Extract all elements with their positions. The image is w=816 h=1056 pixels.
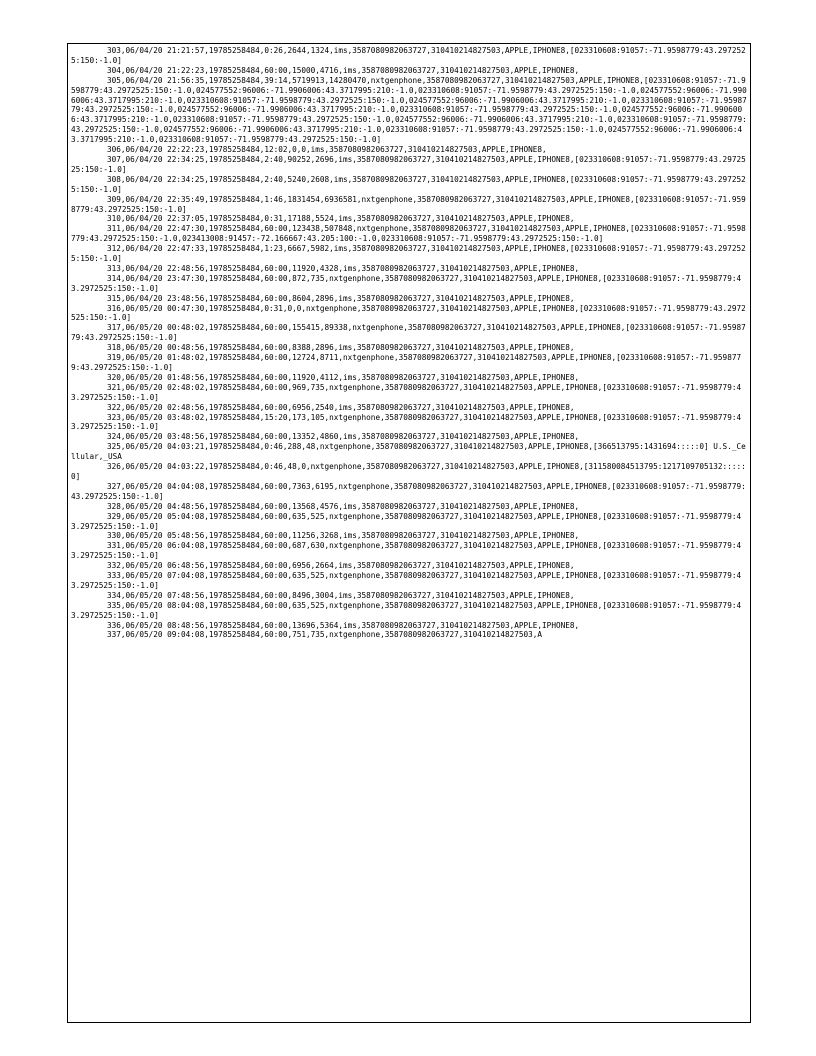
record-line: 306,06/04/20 22:22:23,19785258484,12:02,0,0,ims,3587080982063727,310410214827503,APPLE,IPHONE8,: [107, 145, 547, 155]
record-line: 310,06/04/20 22:37:05,19785258484,0:31,17188,5524,ims,3587080982063727,310410214827503,APPLE,IPHONE8,: [107, 214, 575, 224]
record-line: 326,06/05/20 04:03:22,19785258484,0:46,48,0,nxtgenphone,3587080982063727,310410214827503,APPLE,IPHONE8,[311580084513795:1217109705132:::::0]: [71, 462, 746, 481]
record-line: 325,06/05/20 04:03:21,19785258484,0:46,288,48,nxtgenphone,3587080982063727,310410214827503,APPLE,IPHONE8,[366513795:1431694:::::0] U.S._Cellular,_USA: [71, 442, 746, 462]
record-line: 331,06/05/20 06:04:08,19785258484,60:00,687,630,nxtgenphone,3587080982063727,310410214827503,APPLE,IPHONE8,[023310608:91057:-71.9598779:43.2972525:150:-1.0]: [71, 541, 742, 561]
record-line: 312,06/04/20 22:47:33,19785258484,1:23,6667,5982,ims,3587080982063727,310410214827503,APPLE,IPHONE8,[023310608:91057:-71.9598779:43.2972525:150:-1.0]: [71, 244, 746, 264]
record-line: 327,06/05/20 04:04:08,19785258484,60:00,7363,6195,nxtgenphone,3587080982063727,310410214827503,APPLE,IPHONE8,[023310608:91057:-71.9598779:43.2972525:150:-1.0]: [71, 481, 746, 501]
record-line: 330,06/05/20 05:48:56,19785258484,60:00,11256,3268,ims,3587080982063727,310410214827503,APPLE,IPHONE8,: [107, 531, 580, 541]
record-line: 313,06/04/20 22:48:56,19785258484,60:00,11920,4328,ims,3587080982063727,310410214827503,APPLE,IPHONE8,: [107, 263, 580, 273]
record-line: 314,06/04/20 23:47:30,19785258484,60:00,872,735,nxtgenphone,3587080982063727,310410214827503,APPLE,IPHONE8,[023310608:91057:-71.9598779:43.2972525:150:-1.0]: [71, 273, 742, 293]
record-line: 309,06/04/20 22:35:49,19785258484,1:46,1831454,6936581,nxtgenphone,3587080982063727,310410214827503,APPLE,IPHONE8,[023310608:91057:-71.9598779:43.2972525:150:-1.0]: [71, 194, 746, 214]
record-line: 318,06/05/20 00:48:56,19785258484,60:00,8388,2896,ims,3587080982063727,310410214827503,APPLE,IPHONE8,: [107, 343, 575, 353]
record-line: 328,06/05/20 04:48:56,19785258484,60:00,13568,4576,ims,3587080982063727,310410214827503,APPLE,IPHONE8,: [107, 501, 580, 511]
record-line: 317,06/05/20 00:48:02,19785258484,60:00,155415,89338,nxtgenphone,3587080982063727,310410214827503,APPLE,IPHONE8,[023310608:91057:-71.9598779:43.2972525:150:-1.0]: [71, 323, 746, 343]
record-line: 334,06/05/20 07:48:56,19785258484,60:00,8496,3004,ims,3587080982063727,310410214827503,APPLE,IPHONE8,: [107, 590, 575, 600]
record-line: 303,06/04/20 21:21:57,19785258484,0:26,2644,1324,ims,3587080982063727,310410214827503,APPLE,IPHONE8,[023310608:91057:-71.9598779:43.2972525:150:-1.0]: [71, 46, 746, 65]
record-line: 336,06/05/20 08:48:56,19785258484,60:00,13696,5364,ims,3587080982063727,310410214827503,APPLE,IPHONE8,: [107, 620, 580, 630]
record-line: 307,06/04/20 22:34:25,19785258484,2:40,90252,2696,ims,3587080982063727,310410214827503,APPLE,IPHONE8,[023310608:91057:-71.9598779:43.2972525:150:-1.0]: [71, 154, 746, 174]
record-log-frame: [67, 43, 751, 1023]
record-line: 311,06/04/20 22:47:30,19785258484,60:00,123438,507848,nxtgenphone,3587080982063727,310410214827503,APPLE,IPHONE8,[023310608:91057:-71.9598779:43.2972525:150:-1.0,023413008:91457:-72.166667:43.205:100:-1.0,023310608:91057:-71.9598779:43.2972525:150:-1.0]: [71, 224, 746, 244]
record-line: 324,06/05/20 03:48:56,19785258484,60:00,13352,4860,ims,3587080982063727,310410214827503,APPLE,IPHONE8,: [107, 432, 580, 442]
record-line: 329,06/05/20 05:04:08,19785258484,60:00,635,525,nxtgenphone,3587080982063727,310410214827503,APPLE,IPHONE8,[023310608:91057:-71.9598779:43.2972525:150:-1.0]: [71, 511, 742, 531]
record-line: 335,06/05/20 08:04:08,19785258484,60:00,635,525,nxtgenphone,3587080982063727,310410214827503,APPLE,IPHONE8,[023310608:91057:-71.9598779:43.2972525:150:-1.0]: [71, 600, 742, 620]
record-line: 333,06/05/20 07:04:08,19785258484,60:00,635,525,nxtgenphone,3587080982063727,310410214827503,APPLE,IPHONE8,[023310608:91057:-71.9598779:43.2972525:150:-1.0]: [71, 571, 742, 590]
record-line: 337,06/05/20 09:04:08,19785258484,60:00,751,735,nxtgenphone,3587080982063727,310410214827503,A: [107, 630, 543, 640]
record-line: 332,06/05/20 06:48:56,19785258484,60:00,6956,2664,ims,3587080982063727,310410214827503,APPLE,IPHONE8,: [107, 561, 575, 571]
record-line: 319,06/05/20 01:48:02,19785258484,60:00,12724,8711,nxtgenphone,3587080982063727,310410214827503,APPLE,IPHONE8,[023310608:91057:-71.9598779:43.2972525:150:-1.0]: [71, 353, 742, 372]
record-line: 315,06/04/20 23:48:56,19785258484,60:00,8604,2896,ims,3587080982063727,310410214827503,APPLE,IPHONE8,: [107, 293, 575, 303]
record-line: 321,06/05/20 02:48:02,19785258484,60:00,969,735,nxtgenphone,3587080982063727,310410214827503,APPLE,IPHONE8,[023310608:91057:-71.9598779:43.2972525:150:-1.0]: [71, 382, 742, 402]
record-line: 320,06/05/20 01:48:56,19785258484,60:00,11920,4112,ims,3587080982063727,310410214827503,APPLE,IPHONE8,: [107, 372, 580, 382]
record-line: 323,06/05/20 03:48:02,19785258484,15:20,173,105,nxtgenphone,3587080982063727,310410214827503,APPLE,IPHONE8,[023310608:91057:-71.9598779:43.2972525:150:-1.0]: [71, 412, 742, 432]
record-line: 308,06/04/20 22:34:25,19785258484,2:40,5240,2608,ims,3587080982063727,310410214827503,APPLE,IPHONE8,[023310608:91057:-71.9598779:43.2972525:150:-1.0]: [71, 174, 746, 194]
record-line: 316,06/05/20 00:47:30,19785258484,0:31,0,0,nxtgenphone,3587080982063727,310410214827503,APPLE,IPHONE8,[023310608:91057:-71.9598779:43.2972525:150:-1.0]: [71, 303, 746, 323]
record-line: 322,06/05/20 02:48:56,19785258484,60:00,6956,2540,ims,3587080982063727,310410214827503,APPLE,IPHONE8,: [107, 402, 575, 412]
record-line: 305,06/04/20 21:56:35,19785258484,39:14,5719913,14280470,nxtgenphone,3587080982063727,310410214827503,APPLE,IPHONE8,[023310608:91057:-71.9598779:43.2972525:150:-1.0,024577552:96006:-71.9906006:43.3717995:210:-1.0,023310608:91057:-71.9598779:43.2972525:150:-1.0,024577552:96006:-71.9906006:43.3717995:210:-1.0,023310608:91057:-71.9598779:43.2972525:150:-1.0,024577552:96006:-71.9906006:43.3717995:210:-1.0,023310608:91057:-71.9598779:43.2972525:150:-1.0,024577552:96006:-71.9906006:43.3717995:210:-1.0,023310608:91057:-71.9598779:43.2972525:150:-1.0,024577552:96006:-71.9906006:43.3717995:210:-1.0,023310608:91057:-71.9598779:43.2972525:150:-1.0,024577552:96006:-71.9906006:43.3717995:210:-1.0,023310608:91057:-71.9598779:43.2972525:150:-1.0,024577552:96006:-71.9906006:43.3717995:210:-1.0,023310608:91057:-71.9598779:43.2972525:150:-1.0,024577552:96006:-71.9906006:43.3717995:210:-1.0,023310608:91057:-71.9598779:43.2972525:150:-1.0]: [71, 75, 747, 145]
record-line: 304,06/04/20 21:22:23,19785258484,60:00,15000,4716,ims,3587080982063727,310410214827503,APPLE,IPHONE8,: [107, 65, 580, 75]
record-list: [71, 46, 749, 640]
